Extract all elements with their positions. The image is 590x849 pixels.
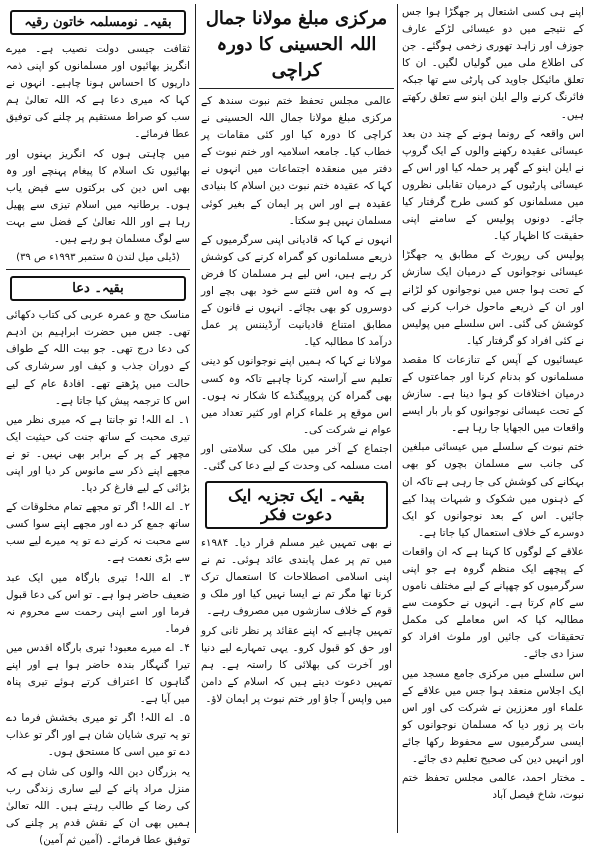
paragraph: ثقافت جیسی دولت نصیب ہے۔ میرے انگریز بھائیوں اور مسلمانوں کو اپنی ذمہ داریوں کا احساس ہونا چاہیے۔ انہوں نے کہا کہ میری دعا ہے کہ اللہ تعالیٰ ہم سب کو صراط مستقیم پر چلنے کی توفیق عطا فرمائے۔	[6, 43, 190, 141]
paragraph: اس سلسلے میں مرکزی جامع مسجد میں ایک اجلاس منعقد ہوا جس میں علاقے کے علماء اور معززین نے شرکت کی اور اس بات پر زور دیا کہ مسلمان نوجوانوں کو ایسی سرگرمیوں سے محفوظ رکھا جائے اور انہیں دین کی صحیح تعلیم دی جائے۔	[402, 667, 584, 766]
middle-column	[199, 4, 394, 833]
paragraph: میں چاہتی ہوں کہ انگریز بہنوں اور بھائیوں تک اسلام کا پیغام پہنچے اور وہ بھی اس دین کی برکتوں سے فیض یاب ہوں۔ برطانیہ میں اسلام تیزی سے پھیل رہا ہے اور اللہ تعالیٰ کے فضل سے بہت سے لوگ مسلمان ہو رہے ہیں۔	[6, 147, 190, 246]
paragraph: تمہیں چاہیے کہ اپنے عقائد پر نظر ثانی کرو اور حق کو قبول کرو۔ یہی تمہارے لیے دنیا اور آخرت کی بھلائی کا راستہ ہے۔ ہم تمہیں دعوت دیتے ہیں کہ اسلام کے دامن میں واپس آ جاؤ اور ختم نبوت پر ایمان لاؤ۔	[201, 624, 392, 705]
paragraph: یہ بزرگان دین اللہ والوں کی شان ہے کہ منزل مراد پانے کے لیے ساری زندگی رب کی رضا کے طالب رہتے ہیں۔ اللہ تعالیٰ ہمیں بھی ان کے نقش قدم پر چلنے کی توفیق عطا فرمائے۔ (آمین ثم آمین)	[6, 765, 190, 846]
middle-article-text	[199, 93, 394, 475]
source-citation: (ڈیلی میل لندن ۵ ستمبر ۱۹۹۳ء ص ۳۹)	[16, 252, 180, 264]
paragraph: پولیس کی رپورٹ کے مطابق یہ جھگڑا عیسائی نوجوانوں کے درمیان ایک سازش کے تحت ہوا جس میں نوجوانوں کو لڑانے اور ان کے ذریعے ماحول خراب کرنے کی کوشش کی گئی۔ اس سلسلے میں پولیس نے کئی افراد کو گرفتار کیا۔	[402, 249, 584, 347]
left-prayer-text	[4, 307, 192, 849]
paragraph: ۴۔ اے میرے معبود! تیری بارگاہ اقدس میں تیرا گنہگار بندہ حاضر ہوا ہے اور اپنے گناہوں کا اعتراف کرتے ہوئے تیری پناہ میں آیا ہے۔	[6, 641, 190, 706]
right-column	[400, 4, 586, 833]
paragraph: ۲۔ اے اللہ! اگر تو مجھے تمام مخلوقات کے ساتھ جمع کر دے اور مجھے اپنے سوا کسی سے محبت نہ کرنے دے تو یہ میرے لیے سب سے بڑی نعمت ہے۔	[6, 501, 190, 565]
paragraph: ۵۔ اے اللہ! اگر تو میری بخشش فرما دے تو یہ تیری شایان شان ہے اور اگر تو عذاب دے تو میں اسی کا مستحق ہوں۔	[6, 712, 190, 759]
section-title-box: بقیہ۔ نومسلمہ خاتون رقیہ	[10, 10, 186, 35]
paragraph: نے بھی تمہیں غیر مسلم قرار دیا۔ ۱۹۸۴ء میں تم پر عمل پابندی عائد ہوئی۔ تم نے اپنی اسلامی اصطلاحات کا استعمال ترک کرنا تھا مگر تم نے ایسا نہیں کیا اور ملک و قوم کے خلاف سازشوں میں مصروف رہے۔	[201, 537, 392, 618]
signature: ـ مختار احمد، عالمی مجلس تحفظ ختم نبوت، شاخ فیصل آباد	[402, 772, 584, 802]
section-title-box: بقیہ۔ دعا	[10, 276, 186, 301]
right-column-text	[400, 4, 586, 804]
paragraph: ۱۔ اے اللہ! تو جانتا ہے کہ میری نظر میں تیری محبت کے ساتھ جنت کی حیثیت ایک مچھر کے پر کے برابر بھی نہیں۔ تو نے مجھے اپنے ذکر سے مانوس کر دیا اور اپنی بڑائی کے لیے فارغ کر دیا۔	[6, 413, 190, 495]
paragraph: اس واقعہ کے رونما ہونے کے چند دن بعد عیسائی عقیدہ رکھنے والوں کے ایک گروپ نے ایلن اینو کے گھر پر حملہ کیا اور اس کے عیسائی پارٹیوں کے درمیان تقابلی نظروں میں مسلمانوں کو کسی طرح گرفتار کیا جائے۔ دونوں پولیس کے سامنے اپنی حقیقت کا اظہار کیا۔	[402, 127, 584, 243]
paragraph: ختم نبوت کے سلسلے میں عیسائی مبلغین کی جانب سے مسلمان بچوں کو بھی بہکانے کی کوشش کی جا رہی ہے تاکہ ان کے ذہنوں میں شکوک و شبہات پیدا کیے جائیں۔ اس کے بعد نوجوانوں کو ایک دوسرے کے خلاف استعمال کیا جاتا ہے۔	[402, 441, 584, 539]
paragraph: عالمی مجلس تحفظ ختم نبوت سندھ کے مرکزی مبلغ مولانا جمال اللہ الحسینی نے کراچی کا دورہ کیا اور کئی مقامات پر خطاب کیا۔ جامعہ اسلامیہ اور ختم نبوت کے دفتر میں منعقدہ اجتماعات میں انہوں نے کہا کہ عقیدہ ختم نبوت دین اسلام کا بنیادی عقیدہ ہے اور اس پر ایمان کے بغیر کوئی مسلمان نہیں ہو سکتا۔	[201, 95, 392, 227]
paragraph: انہوں نے کہا کہ قادیانی اپنی سرگرمیوں کے ذریعے مسلمانوں کو گمراہ کرنے کی کوشش کر رہے ہیں، اس لیے ہر مسلمان کا فرض ہے کہ وہ اس فتنے سے خود بھی بچے اور دوسروں کو بھی بچائے۔ انہوں نے قانون کے مطابق امتناع قادیانیت آرڈیننس پر عمل درآمد کا مطالبہ کیا۔	[201, 233, 392, 349]
section-title-box: بقیہ۔ ایک تجزیہ ایک دعوت فکر	[205, 481, 388, 529]
middle-box-text	[199, 535, 394, 708]
left-column	[4, 4, 192, 846]
paragraph: علاقے کے لوگوں کا کہنا ہے کہ ان واقعات کے پیچھے ایک منظم گروہ ہے جو اپنی سرگرمیوں کو چھپانے کے لیے مختلف ناموں سے کام کرتا ہے۔ انہوں نے حکومت سے مطالبہ کیا کہ اس معاملے کی مکمل تحقیقات کی جائیں اور ملوث افراد کو سزا دی جائے۔	[402, 545, 584, 661]
divider	[6, 269, 190, 270]
left-top-text	[4, 41, 192, 248]
article-headline: مرکزی مبلغ مولانا جمال اللہ الحسینی کا دورہ کراچی	[199, 4, 394, 89]
paragraph: عیسائیوں کے آپس کے تنازعات کا مقصد مسلمانوں کو بدنام کرنا اور جماعتوں کے درمیان اختلافات کو ہوا دینا ہے۔ سازش کے تحت عیسائی نوجوانوں کو بار بار ایسے واقعات میں الجھایا جا رہا ہے۔	[402, 353, 584, 435]
paragraph: مولانا نے کہا کہ ہمیں اپنے نوجوانوں کو دینی تعلیم سے آراستہ کرنا چاہیے تاکہ وہ کسی بھی گمراہ کن پروپیگنڈے کا شکار نہ ہوں۔ اس موقع پر علماء کرام اور کثیر تعداد میں عوام نے شرکت کی۔	[201, 355, 392, 436]
column-divider-right	[397, 4, 398, 833]
paragraph: اپنے ہی کسی اشتعال پر جھگڑا ہوا جس کے نتیجے میں دو عیسائی لڑکے عارف جوزف اور زاہد تھوری زخمی ہوگئے۔ جن کی اطلاع ملی میں گولیاں لگیں۔ ان کا تعلق مائیکل جاوید کی پارٹی سے تھا جبکہ فائرنگ کرنے والے ایلن اینو سے تعلق رکھتے ہیں۔	[402, 6, 584, 121]
paragraph: مناسک حج و عمرہ عربی کی کتاب دکھائی تھی۔ جس میں حضرت ابراہیم بن ادہم کی دعا درج تھی۔ جو بیت اللہ کے طواف کے دوران جذب و کیف اور سرشاری کی حالت میں پڑھتے تھے۔ افادۂ عام کے لیے اس کا ترجمہ پیش کیا جاتا ہے۔	[6, 309, 190, 407]
paragraph: اجتماع کے آخر میں ملک کی سلامتی اور امت مسلمہ کی وحدت کے لیے دعا کی گئی۔	[201, 442, 392, 472]
paragraph: ۳۔ اے اللہ! تیری بارگاہ میں ایک عبد ضعیف حاضر ہوا ہے۔ تو اس کی دعا قبول فرما اور اسے اپنی رحمت سے محروم نہ فرما۔	[6, 571, 190, 635]
column-divider-left	[195, 4, 196, 833]
